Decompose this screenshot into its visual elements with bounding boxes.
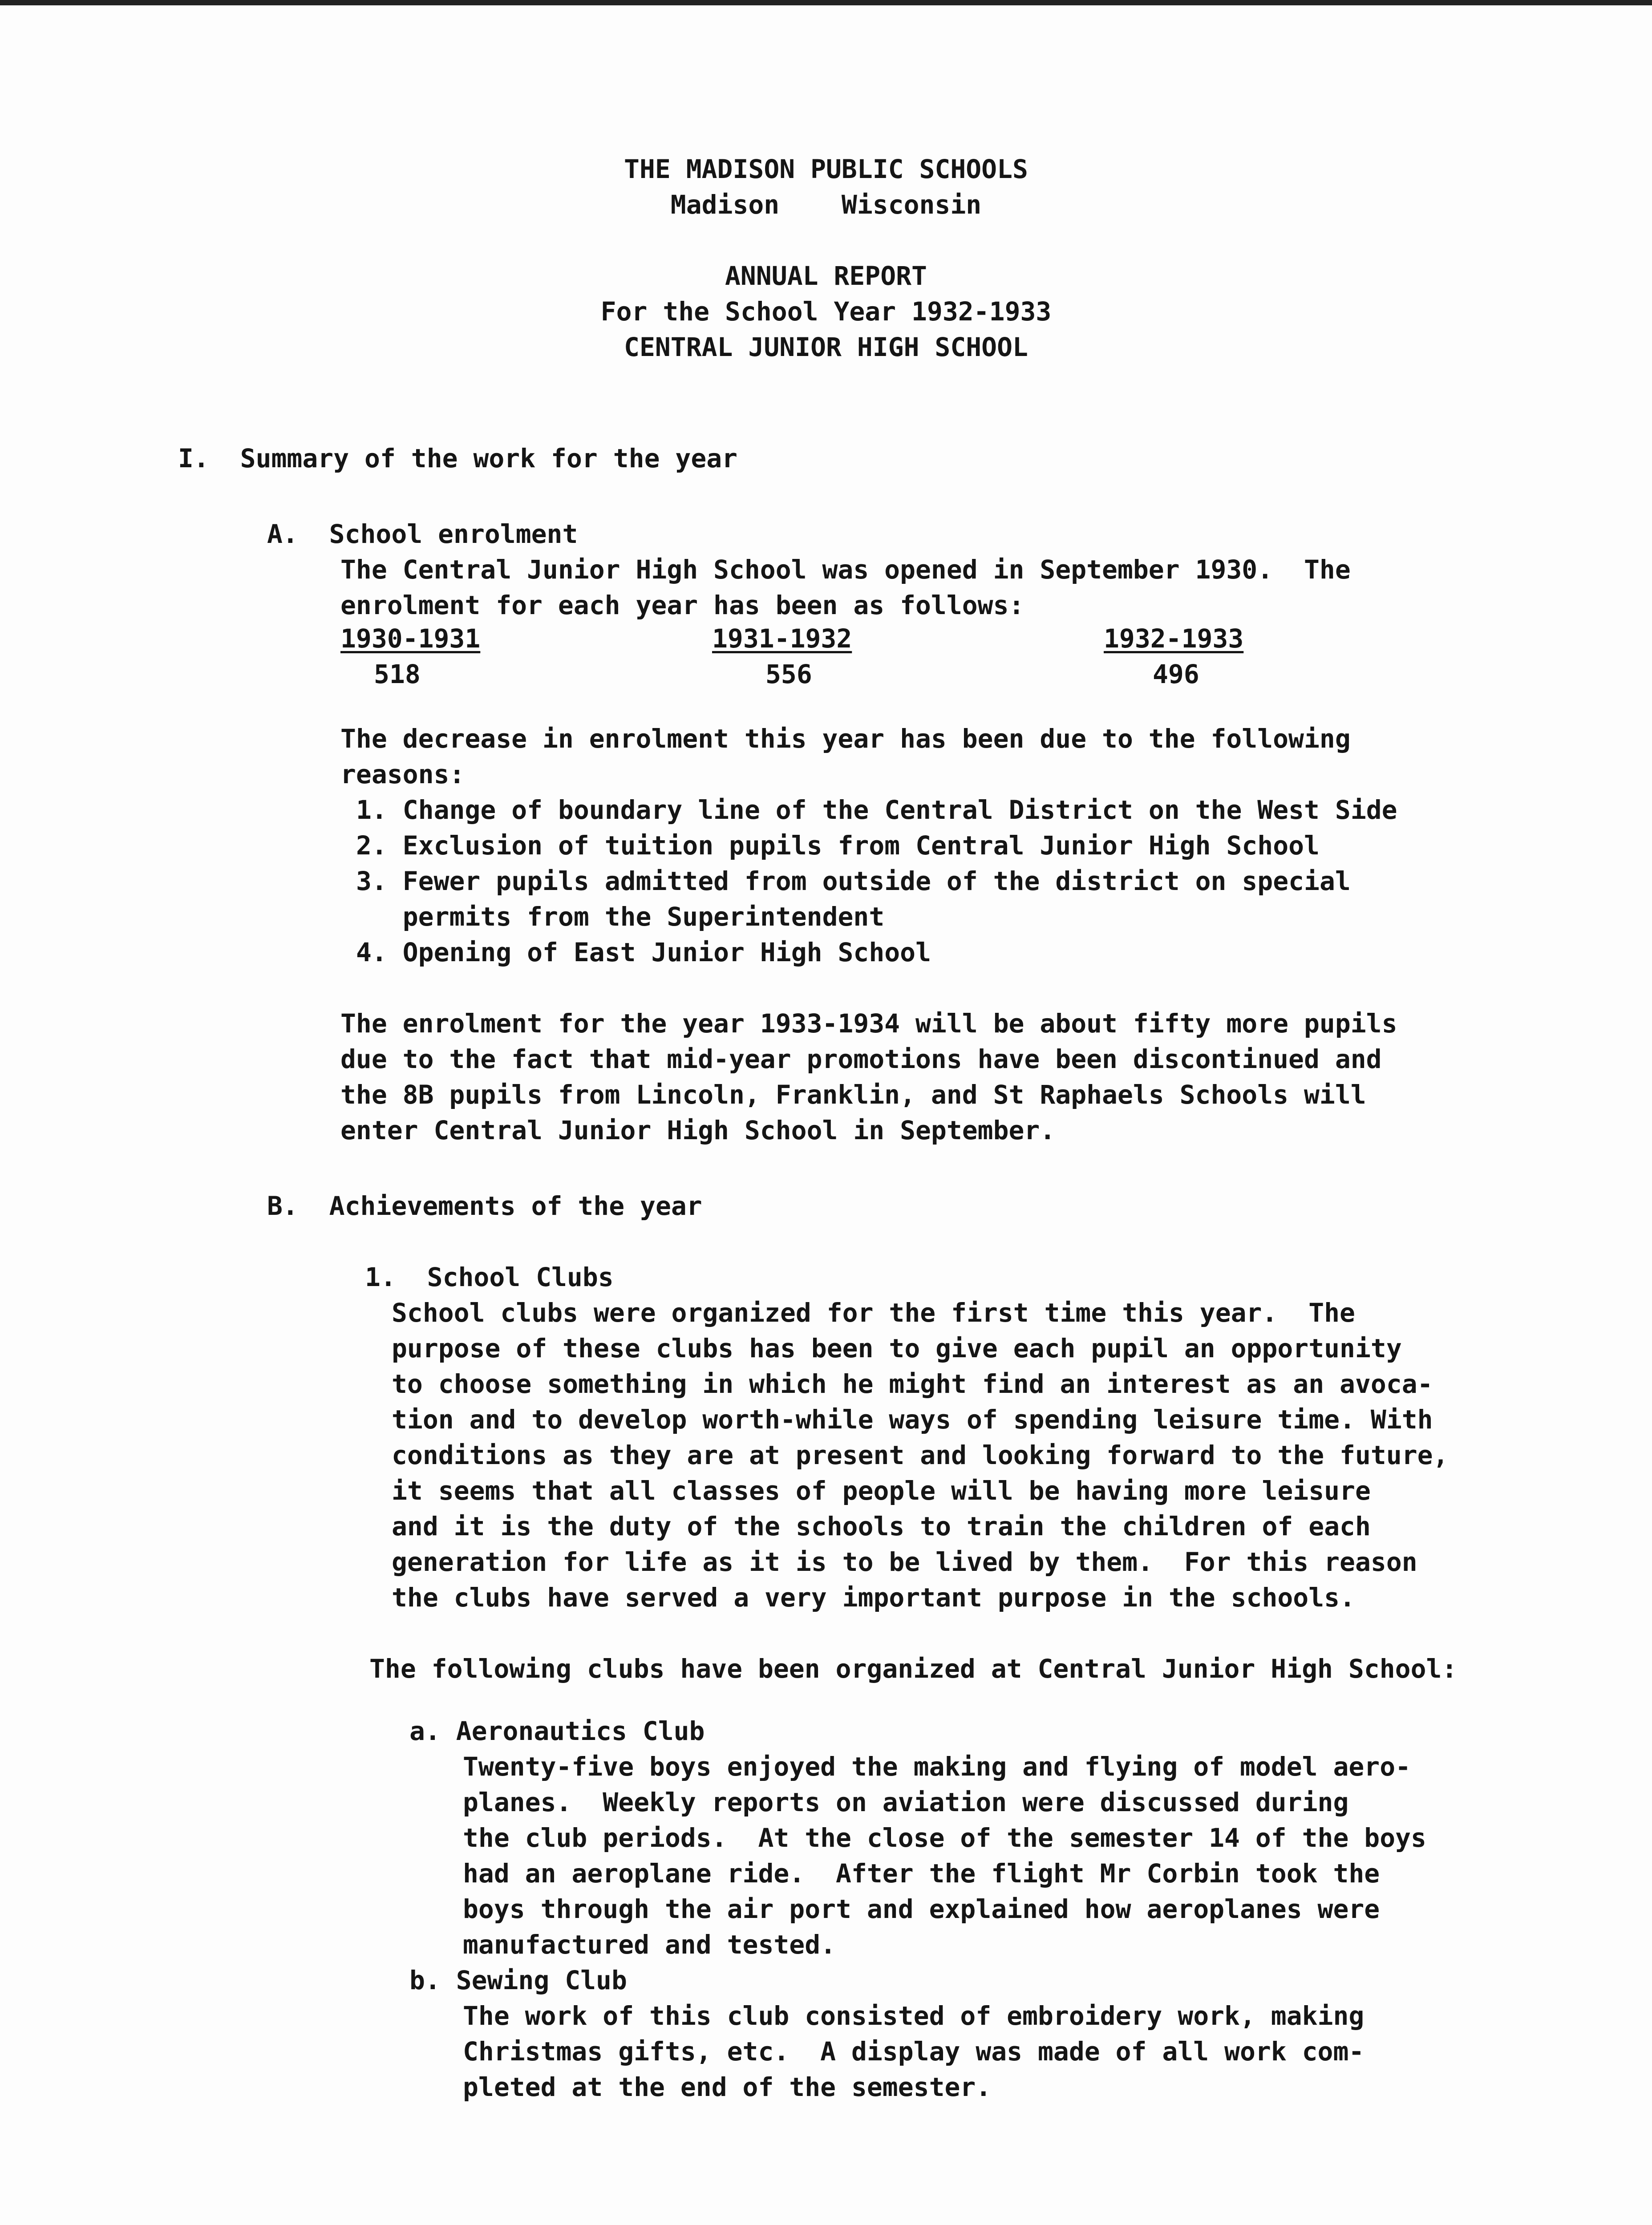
- header-year: For the School Year 1932-1933: [600, 296, 1052, 327]
- enrolment-count: 556: [765, 659, 812, 689]
- reason-item: 4. Opening of East Junior High School: [356, 937, 931, 967]
- club-line: Christmas gifts, etc. A display was made of all work com-: [463, 2036, 1365, 2067]
- paragraph-line: purpose of these clubs has been to give each pupil an opportunity: [392, 1333, 1402, 1363]
- paragraph-line: reasons:: [340, 759, 465, 789]
- subsection-a-heading: A. School enrolment: [267, 519, 578, 549]
- paragraph-line: it seems that all classes of people will be having more leisure: [392, 1476, 1371, 1506]
- club-line: pleted at the end of the semester.: [463, 2072, 992, 2102]
- enrolment-year: 1930-1931: [340, 623, 481, 654]
- header-location: Madison Wisconsin: [670, 190, 982, 220]
- club-line: the club periods. At the close of the semester 14 of the boys: [463, 1823, 1426, 1853]
- header-org: THE MADISON PUBLIC SCHOOLS: [624, 154, 1028, 184]
- paragraph-line: the 8B pupils from Lincoln, Franklin, and St Raphaels Schools will: [340, 1080, 1366, 1110]
- club-heading: a. Aeronautics Club: [409, 1716, 705, 1746]
- paragraph-line: enrolment for each year has been as follows:: [340, 590, 1024, 620]
- paragraph-line: School clubs were organized for the first time this year. The: [392, 1298, 1355, 1328]
- item-heading: 1. School Clubs: [365, 1262, 614, 1292]
- club-line: Twenty-five boys enjoyed the making and flying of model aero-: [463, 1752, 1411, 1782]
- club-line: planes. Weekly reports on aviation were discussed during: [463, 1787, 1349, 1817]
- club-line: had an aeroplane ride. After the flight Mr Corbin took the: [463, 1858, 1380, 1889]
- reason-item: 3. Fewer pupils admitted from outside of the district on special: [356, 866, 1351, 896]
- paragraph-line: the clubs have served a very important purpose in the schools.: [392, 1582, 1355, 1613]
- scan-edge-line: [0, 0, 1652, 5]
- paragraph-line: generation for life as it is to be lived by them. For this reason: [392, 1547, 1417, 1577]
- enrolment-year: 1932-1933: [1104, 623, 1244, 654]
- enrolment-count: 496: [1153, 659, 1199, 689]
- header-report: ANNUAL REPORT: [725, 261, 927, 291]
- paragraph-line: enter Central Junior High School in September.: [340, 1115, 1056, 1145]
- paragraph-line: The enrolment for the year 1933-1934 will be about fifty more pupils: [340, 1008, 1397, 1039]
- paragraph-line: The following clubs have been organized at Central Junior High School:: [369, 1654, 1458, 1684]
- paragraph-line: tion and to develop worth-while ways of spending leisure time. With: [392, 1404, 1433, 1435]
- paragraph-line: and it is the duty of the schools to train the children of each: [392, 1511, 1371, 1541]
- paragraph-line: The decrease in enrolment this year has been due to the following: [340, 724, 1351, 754]
- club-line: boys through the air port and explained how aeroplanes were: [463, 1894, 1380, 1924]
- club-line: manufactured and tested.: [463, 1930, 836, 1960]
- club-heading: b. Sewing Club: [409, 1965, 627, 1995]
- paragraph-line: due to the fact that mid-year promotions have been discontinued and: [340, 1044, 1382, 1074]
- club-line: The work of this club consisted of embroidery work, making: [463, 2001, 1365, 2031]
- paragraph-line: conditions as they are at present and looking forward to the future,: [392, 1440, 1449, 1470]
- reason-item: 1. Change of boundary line of the Central District on the West Side: [356, 795, 1397, 825]
- enrolment-year: 1931-1932: [712, 623, 852, 654]
- enrolment-count: 518: [374, 659, 421, 689]
- paragraph-line: to choose something in which he might find an interest as an avoca-: [392, 1369, 1433, 1399]
- section-heading: I. Summary of the work for the year: [178, 443, 738, 473]
- reason-item: permits from the Superintendent: [356, 902, 885, 932]
- paragraph-line: The Central Junior High School was opened in September 1930. The: [340, 554, 1351, 585]
- reason-item: 2. Exclusion of tuition pupils from Central Junior High School: [356, 830, 1320, 861]
- header-school: CENTRAL JUNIOR HIGH SCHOOL: [624, 332, 1028, 362]
- subsection-b-heading: B. Achievements of the year: [267, 1191, 702, 1221]
